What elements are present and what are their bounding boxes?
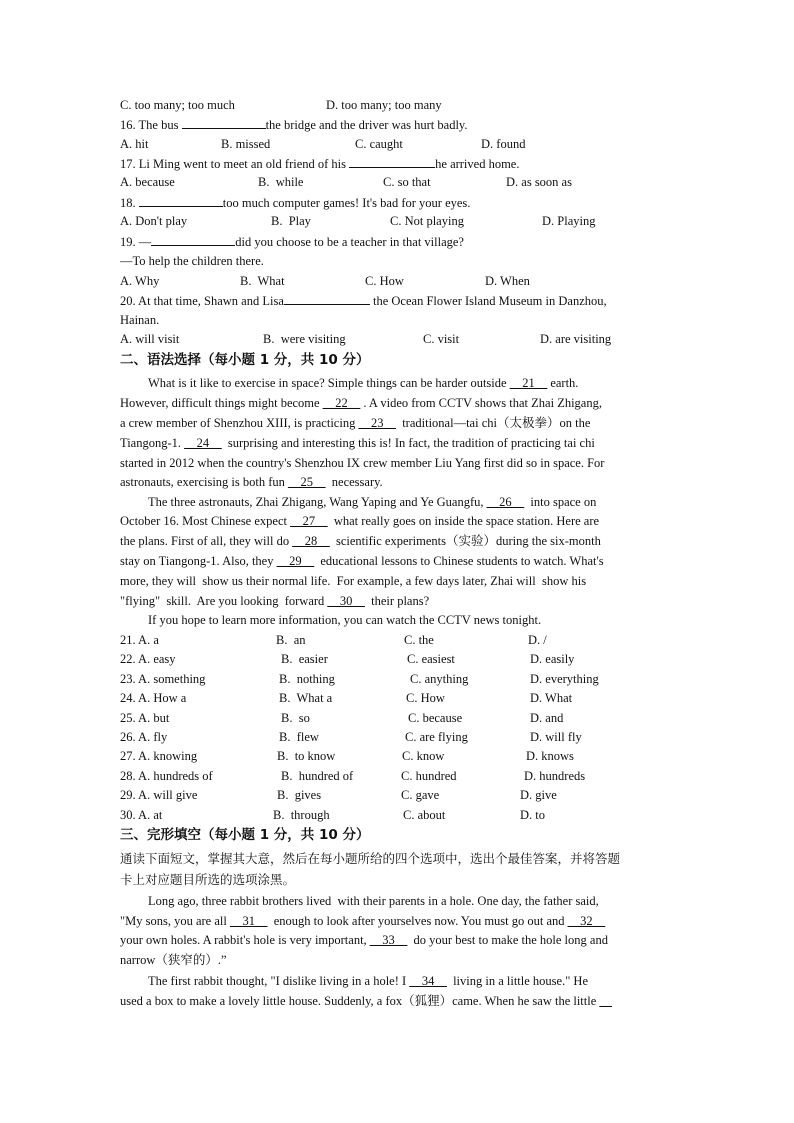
q27-option-a[interactable]: 27. A. knowing — [120, 749, 198, 764]
section3-passage-blank[interactable]: __33__ — [369, 933, 408, 947]
q23-option-d[interactable]: D. everything — [530, 671, 599, 686]
section2-passage-blank[interactable]: __22__ — [322, 396, 361, 410]
section2-passage-blank[interactable]: __21__ — [509, 376, 548, 390]
q28-option-c[interactable]: C. hundred — [401, 768, 457, 783]
q30-option-b[interactable]: B. through — [273, 807, 330, 822]
section2-passage-blank[interactable]: __23__ — [358, 416, 396, 430]
q18-option-d[interactable]: D. Playing — [542, 214, 596, 228]
section2-passage-text: The three astronauts, Zhai Zhigang, Wang Yaping and Ye Guangfu, — [148, 495, 487, 509]
section2-passage-text: started in 2012 when the country's Shenzhou IX crew member Liu Yang first did so in space. For — [120, 456, 605, 470]
q23-option-c[interactable]: C. anything — [410, 671, 469, 686]
section2-passage-blank[interactable]: __28__ — [292, 534, 330, 548]
q20-blank — [284, 292, 370, 305]
section2-passage-blank[interactable]: __27__ — [290, 514, 328, 528]
section2-passage-line — [148, 612, 541, 628]
section2-passage-text: stay on Tiangong-1. Also, they — [120, 554, 277, 568]
section3-passage-line — [148, 973, 588, 989]
q24-option-c[interactable]: C. How — [406, 691, 445, 706]
q22-option-c[interactable]: C. easiest — [407, 652, 455, 667]
section2-passage-line — [120, 513, 599, 529]
q18-option-b[interactable]: B. Play — [271, 214, 311, 228]
section2-passage-line — [120, 415, 590, 431]
section2-passage-blank[interactable]: __30__ — [327, 594, 365, 608]
section2-passage-text: If you hope to learn more information, you can watch the CCTV news tonight. — [148, 613, 542, 627]
q17-option-d[interactable]: D. as soon as — [506, 175, 572, 189]
section3-passage-line — [120, 932, 608, 948]
q17-blank — [349, 155, 435, 168]
section2-passage-text: what really goes on inside the space station. Here are — [327, 514, 600, 528]
section2-passage-text: surprising and interesting this is! In fact, the tradition of practicing tai chi — [221, 436, 595, 450]
q15-option-c[interactable]: C. too many; too much — [120, 98, 235, 112]
q27-option-c[interactable]: C. know — [402, 749, 445, 764]
section2-passage-line — [120, 533, 601, 549]
section2-passage-text: a crew member of Shenzhou XIII, is practicing — [120, 416, 359, 430]
q19-option-d[interactable]: D. When — [485, 274, 530, 288]
section2-passage-blank[interactable]: __25__ — [288, 475, 326, 489]
q15-option-d[interactable]: D. too many; too many — [326, 98, 442, 112]
q18-option-a[interactable]: A. Don't play — [120, 214, 188, 228]
section3-passage-blank[interactable]: __32__ — [567, 914, 606, 928]
q28-option-a[interactable]: 28. A. hundreds of — [120, 768, 213, 783]
q29-option-a[interactable]: 29. A. will give — [120, 788, 198, 803]
q25-option-d[interactable]: D. and — [530, 710, 564, 725]
section3-passage-text: Long ago, three rabbit brothers lived with their parents in a hole. One day, the father said, — [148, 894, 599, 908]
section2-passage-line — [120, 455, 604, 471]
section2-passage-text: astronauts, exercising is both fun — [120, 475, 289, 489]
section2-passage-line — [120, 395, 602, 411]
section2-passage-line — [148, 494, 596, 510]
q26-option-d[interactable]: D. will fly — [530, 730, 582, 744]
section2-passage-text: the plans. First of all, they will do — [120, 534, 293, 548]
section3-passage-text: narrow（狭窄的）.” — [120, 953, 227, 967]
section2-passage-line — [120, 553, 604, 569]
section3-passage-line — [120, 993, 612, 1009]
q20-option-d[interactable]: D. are visiting — [540, 332, 612, 346]
section2-passage-text: traditional—tai chi（太极拳）on the — [395, 416, 591, 430]
section3-passage-text: "My sons, you are all — [120, 914, 230, 928]
q16-option-c[interactable]: C. caught — [355, 137, 403, 151]
section2-passage-line — [148, 375, 578, 391]
section3-passage-line — [120, 913, 605, 929]
q17-option-c[interactable]: C. so that — [383, 175, 431, 189]
q24-option-a[interactable]: 24. A. How a — [120, 691, 187, 706]
section2-passage-text: earth. — [547, 376, 579, 390]
section2-passage-text: their plans? — [364, 594, 430, 608]
section2-passage-line — [120, 593, 429, 609]
section3-passage-blank[interactable]: __ — [599, 994, 612, 1008]
q16-blank — [182, 116, 266, 129]
q25-option-b[interactable]: B. so — [281, 710, 310, 725]
section2-passage-blank[interactable]: __26__ — [486, 495, 525, 509]
section2-passage-text: "flying" skill. Are you looking forward — [120, 594, 328, 608]
q24-option-b[interactable]: B. What a — [279, 691, 333, 706]
q26-option-a[interactable]: 26. A. fly — [120, 730, 168, 744]
q30-option-d[interactable]: D. to — [520, 807, 545, 822]
q22-option-a[interactable]: 22. A. easy — [120, 652, 176, 667]
q17-option-b[interactable]: B. while — [258, 175, 304, 189]
q29-option-c[interactable]: C. gave — [401, 788, 440, 803]
q16-option-a[interactable]: A. hit — [120, 137, 149, 151]
q23-option-b[interactable]: B. nothing — [279, 671, 335, 686]
q25-option-c[interactable]: C. because — [408, 710, 463, 725]
q16-option-d[interactable]: D. found — [481, 137, 526, 151]
q17-stem: 17. Li Ming went to meet an old friend of his he arrived home. — [120, 157, 520, 171]
section2-passage-text: What is it like to exercise in space? Simple things can be harder outside — [148, 376, 510, 390]
q30-option-a[interactable]: 30. A. at — [120, 807, 163, 822]
section3-passage-line — [148, 893, 599, 909]
q28-option-b[interactable]: B. hundred of — [281, 768, 354, 783]
q19-stem: 19. — did you choose to be a teacher in that village? — [120, 235, 464, 249]
section3-passage-text: used a box to make a lovely little house. Suddenly, a fox（狐狸）came. When he saw the little — [120, 994, 600, 1008]
section2-passage-line — [120, 435, 595, 451]
q19-option-a[interactable]: A. Why — [120, 274, 160, 288]
q21-option-a[interactable]: 21. A. a — [120, 633, 159, 647]
section2-passage-line — [120, 573, 586, 589]
q16-stem: 16. The bus the bridge and the driver was hurt badly. — [120, 118, 468, 132]
q18-option-c[interactable]: C. Not playing — [390, 214, 464, 228]
q21-option-d[interactable]: D. / — [528, 633, 547, 647]
q27-option-d[interactable]: D. knows — [526, 749, 574, 764]
q20-stem: 20. At that time, Shawn and Lisa the Ocean Flower Island Museum in Danzhou, — [120, 294, 607, 308]
section2-passage-text: necessary. — [325, 475, 383, 489]
q30-option-c[interactable]: C. about — [403, 807, 446, 822]
section2-passage-blank[interactable]: __24__ — [184, 436, 222, 450]
q17-option-a[interactable]: A. because — [120, 175, 175, 189]
section2-passage-text: . A video from CCTV shows that Zhai Zhigang, — [360, 396, 602, 410]
q18-stem: 18. too much computer games! It's bad for your eyes. — [120, 196, 471, 210]
section3-passage-blank[interactable]: __31__ — [229, 914, 268, 928]
q27-option-b[interactable]: B. to know — [277, 749, 336, 764]
section2-passage-text: into space on — [524, 495, 597, 509]
section2-passage-text: more, they will show us their normal life. For example, a few days later, Zhai will show his — [120, 574, 587, 588]
section2-passage-line — [120, 474, 383, 490]
q20-option-b[interactable]: B. were visiting — [263, 332, 346, 346]
section3-passage-text: your own holes. A rabbit's hole is very important, — [120, 933, 370, 947]
q19-option-c[interactable]: C. How — [365, 274, 404, 288]
q26-option-c[interactable]: C. are flying — [405, 730, 468, 744]
q22-option-b[interactable]: B. easier — [281, 652, 328, 667]
q22-option-d[interactable]: D. easily — [530, 652, 575, 667]
section3-passage-blank[interactable]: __34__ — [409, 974, 447, 988]
section2-passage-text: However, difficult things might become — [120, 396, 323, 410]
section2-passage-text: educational lessons to Chinese students to watch. What's — [314, 554, 604, 568]
q26-option-b[interactable]: B. flew — [279, 730, 319, 744]
q29-option-d[interactable]: D. give — [520, 788, 557, 803]
section2-header: 二、语法选择（每小题 1 分，共 10 分） — [120, 352, 370, 368]
section3-passage-text: The first rabbit thought, "I dislike living in a hole! I — [148, 974, 410, 988]
q19-blank — [151, 233, 235, 246]
q21-option-b[interactable]: B. an — [276, 633, 306, 647]
section3-passage-line — [120, 952, 227, 968]
section2-passage-text: scientific experiments（实验）during the six-month — [329, 534, 601, 548]
q29-option-b[interactable]: B. gives — [277, 788, 322, 803]
q20-stem-line2: Hainan. — [120, 313, 160, 327]
q24-option-d[interactable]: D. What — [530, 691, 573, 706]
section2-passage-blank[interactable]: __29__ — [276, 554, 315, 568]
q18-blank — [139, 194, 223, 207]
q23-option-a[interactable]: 23. A. something — [120, 671, 206, 686]
section3-passage-text: enough to look after yourselves now. You must go out and — [267, 914, 568, 928]
section3-passage-text: do your best to make the hole long and — [407, 933, 608, 947]
section2-passage-text: October 16. Most Chinese expect — [120, 514, 291, 528]
q25-option-a[interactable]: 25. A. but — [120, 710, 170, 725]
q19-option-b[interactable]: B. What — [240, 274, 285, 288]
section2-passage-text: Tiangong-1. — [120, 436, 185, 450]
q20-option-c[interactable]: C. visit — [423, 332, 460, 346]
q21-option-c[interactable]: C. the — [404, 633, 434, 647]
section3-header: 三、完形填空（每小题 1 分，共 10 分） — [120, 827, 370, 843]
q19-reply: —To help the children there. — [120, 254, 264, 268]
q16-option-b[interactable]: B. missed — [221, 137, 271, 151]
section3-instruction-line2: 卡上对应题目所选的选项涂黑。 — [120, 872, 296, 887]
section3-passage-text: living in a little house." He — [446, 974, 589, 988]
q20-option-a[interactable]: A. will visit — [120, 332, 180, 346]
section3-instruction-line1: 通读下面短文，掌握其大意，然后在每小题所给的四个选项中，选出个最佳答案，并将答题 — [120, 851, 621, 866]
q28-option-d[interactable]: D. hundreds — [524, 768, 586, 783]
